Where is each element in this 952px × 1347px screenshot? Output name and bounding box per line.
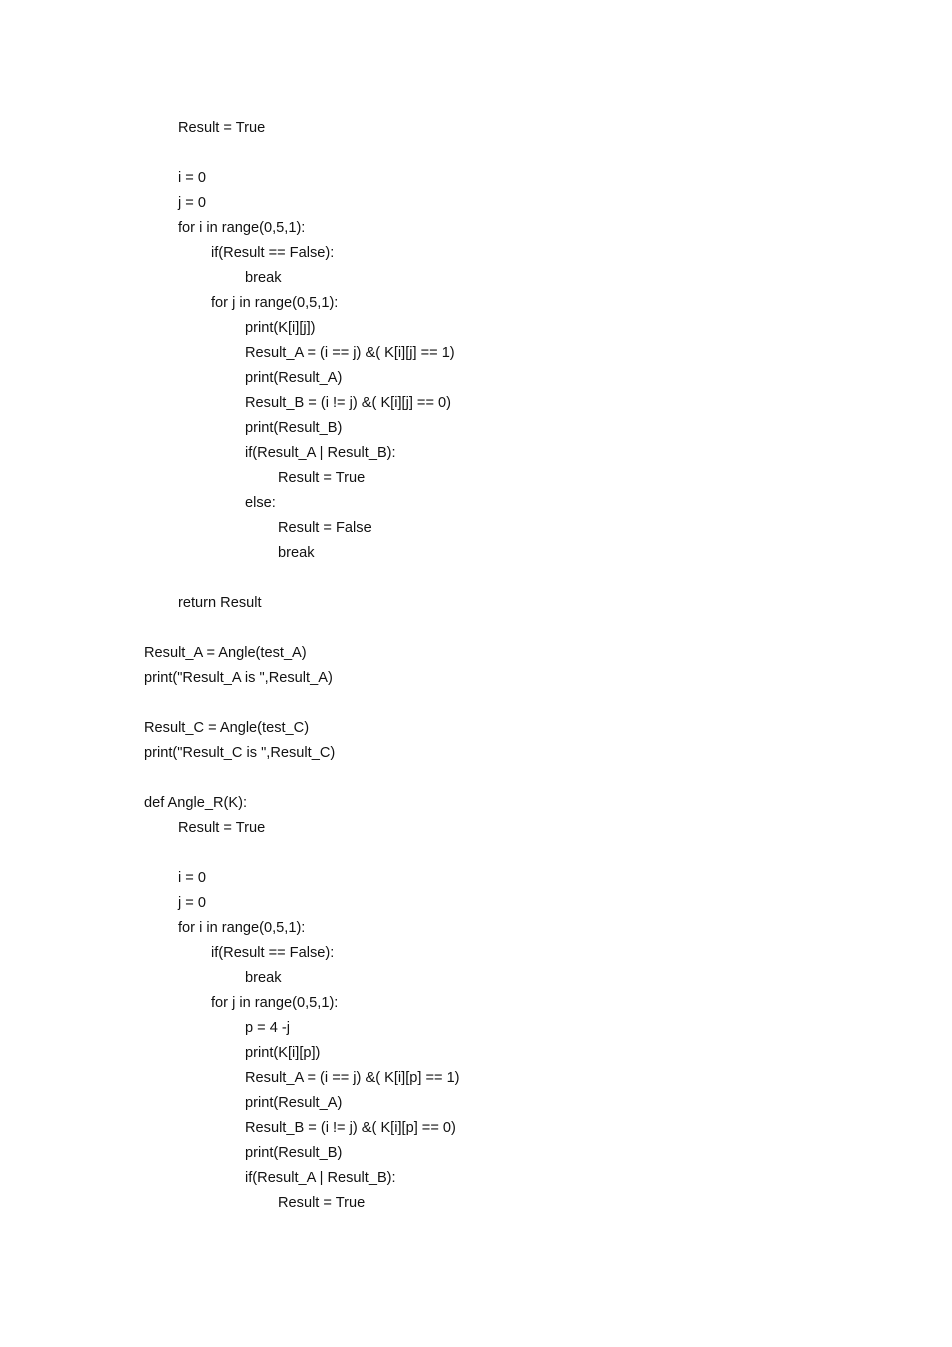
code-line: j = 0: [178, 195, 206, 211]
code-line: Result = True: [278, 470, 366, 486]
code-line: for i in range(0,5,1):: [178, 920, 306, 936]
code-line: print(Result_A): [245, 370, 343, 386]
code-listing: [144, 116, 460, 1216]
code-line: else:: [245, 495, 276, 511]
code-line: if(Result_A | Result_B):: [245, 1170, 396, 1186]
code-line: i = 0: [178, 170, 206, 186]
code-line: break: [278, 545, 315, 561]
blank-line: [144, 841, 460, 866]
code-line: print(Result_B): [245, 420, 343, 436]
code-line: print(Result_A): [245, 1095, 343, 1111]
code-line: Result_A = Angle(test_A): [144, 645, 307, 661]
code-line: if(Result == False):: [211, 245, 335, 261]
blank-line: [144, 141, 460, 166]
code-line: Result_C = Angle(test_C): [144, 720, 310, 736]
code-line: break: [245, 270, 282, 286]
code-line: if(Result_A | Result_B):: [245, 445, 396, 461]
blank-line: [144, 566, 460, 591]
code-line: for j in range(0,5,1):: [211, 995, 339, 1011]
code-line: j = 0: [178, 895, 206, 911]
code-line: Result = True: [178, 820, 266, 836]
code-line: Result = True: [178, 120, 266, 136]
code-line: Result_B = (i != j) &( K[i][p] == 0): [245, 1120, 456, 1136]
code-line: Result_A = (i == j) &( K[i][j] == 1): [245, 345, 455, 361]
code-line: break: [245, 970, 282, 986]
blank-line: [144, 766, 460, 791]
code-line: p = 4 -j: [245, 1020, 291, 1036]
code-line: print(K[i][j]): [245, 320, 316, 336]
code-line: return Result: [178, 595, 262, 611]
code-line: Result_A = (i == j) &( K[i][p] == 1): [245, 1070, 460, 1086]
code-line: i = 0: [178, 870, 206, 886]
blank-line: [144, 691, 460, 716]
code-line: print("Result_C is ",Result_C): [144, 745, 336, 761]
code-line: def Angle_R(K):: [144, 795, 248, 811]
code-line: print(K[i][p]): [245, 1045, 321, 1061]
code-line: for j in range(0,5,1):: [211, 295, 339, 311]
code-line: print("Result_A is ",Result_A): [144, 670, 333, 686]
code-line: if(Result == False):: [211, 945, 335, 961]
code-line: Result = True: [278, 1195, 366, 1211]
code-line: print(Result_B): [245, 1145, 343, 1161]
blank-line: [144, 616, 460, 641]
code-line: Result_B = (i != j) &( K[i][j] == 0): [245, 395, 452, 411]
code-line: for i in range(0,5,1):: [178, 220, 306, 236]
code-line: Result = False: [278, 520, 372, 536]
